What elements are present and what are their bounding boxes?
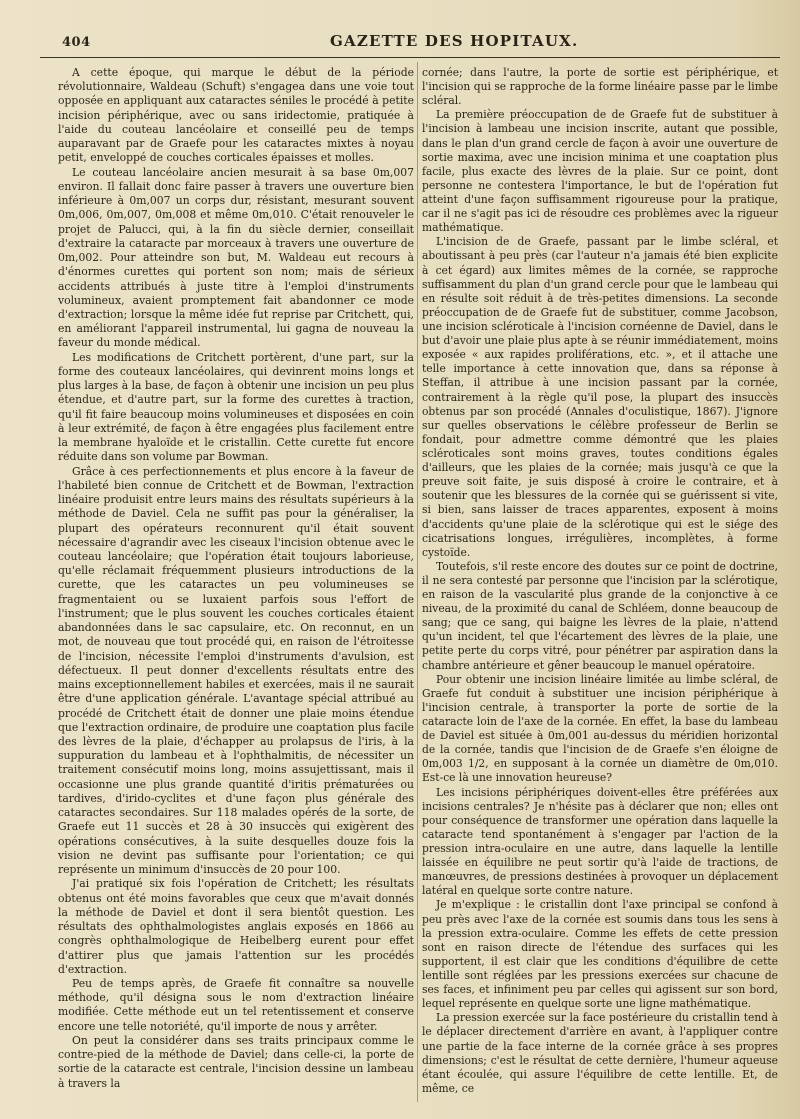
right-column — [422, 66, 778, 1096]
paragraph: Pour obtenir une incision linéaire limitée au limbe scléral, de Graefe fut conduit à substituer une incision périphérique à l'incision centrale, à transporter la porte de sortie de la cataracte loin de l'axe de la cornée. En effet, la base du lambeau de Daviel est située à 0m,001 au-dessus du méridien horizontal de la cornée, tandis que l'incision de de Graefe s'en éloigne de 0m,003 1/2, en supposant à la cornée un diamètre de 0m,010. Est-ce là une innovation heureuse? — [422, 672, 778, 785]
paragraph: Le couteau lancéolaire ancien mesurait à sa base 0m,007 environ. Il fallait donc faire passer à travers une ouverture bien inférieure à 0m,007 un corps dur, résistant, mesurant souvent 0m,006, 0m,007, 0m,008 et même 0m,010. C'était renouveler le projet de Palucci, qui, à la fin du siècle dernier, conseillait d'extraire la cataracte par morceaux à travers une ouverture de 0m,002. Pour atteindre son but, M. Waldeau eut recours à d'énormes curettes qui portent son nom; mais de sérieux accidents attribués à juste titre à l'emploi d'instruments volumineux, avaient promptement fait abandonner ce mode d'extraction; lorsque la même idée fut reprise par Critchett, qui, en améliorant l'appareil instrumental, lui gagna de nouveau la faveur du monde médical. — [58, 165, 414, 350]
left-column — [58, 66, 414, 1091]
page-title: GAZETTE DES HOPITAUX. — [330, 32, 579, 50]
paragraph: Toutefois, s'il reste encore des doutes sur ce point de doctrine, il ne sera contesté par personne que l'incision par la sclérotique, en raison de la vascularité plus grande de la conjonctive à ce niveau, de la proximité du canal de Schléem, donne beaucoup de sang; que ce sang, qui baigne les lèvres de la plaie, n'attend qu'un incident, tel que l'écartement des lèvres de la plaie, une petite perte du corps vitré, pour pénétrer par aspiration dans la chambre antérieure et gêner beaucoup le manuel opératoire. — [422, 559, 778, 672]
column-divider — [417, 62, 418, 1102]
paragraph: cornée; dans l'autre, la porte de sortie est périphérique, et l'incision qui se rapproche de la forme linéaire passe par le limbe scléral. — [422, 66, 778, 108]
paragraph: Grâce à ces perfectionnements et plus encore à la faveur de l'habileté bien connue de Critchett et de Bowman, l'extraction linéaire produisit entre leurs mains des résultats supérieurs à la méthode de Daviel. Cela ne suffit pas pour la généraliser, la plupart des opérateurs reconnurent qu'il était souvent nécessaire d'agrandir avec les ciseaux l'incision obtenue avec le couteau lancéolaire; que l'opération était toujours laborieuse, qu'elle réclamait fréquemment plusieurs introductions de la curette, que les cataractes un peu volumineuses se fragmentaient ou se luxaient parfois sous l'effort de l'instrument; que le plus souvent les couches corticales étaient abandonnées dans le sac capsulaire, etc. On reconnut, en un mot, de nouveau que tout procédé qui, en raison de l'étroitesse de l'incision, nécessite l'emploi d'instruments d'avulsion, est défectueux. Il peut donner d'excellents résultats entre des mains exceptionnellement habiles et exercées, mais il ne saurait être d'une application générale. L'avantage spécial attribué au procédé de Critchett était de donner une plaie moins étendue que l'extraction ordinaire, de produire une coaptation plus facile des lèvres de la plaie, d'échapper au prolapsus de l'iris, à la suppuration du lambeau et à l'ophthalmitis, de nécessiter un traitement consécutif moins long, moins assujettissant, mais il occasionne une plus grande quantité d'iritis prématurées ou tardives, d'irido-cyclites et d'une façon plus générale des cataractes secondaires. Sur 118 malades opérés de la sorte, de Graefe eut 11 succès et 28 à 30 insuccès qui exigèrent des opérations consécutives, à la suite desquelles douze fois la vision ne devint pas suffisante pour l'orientation; ce qui représente un minimum d'insuccès de 20 pour 100. — [58, 464, 414, 877]
paragraph: On peut la considérer dans ses traits principaux comme le contre-pied de la méthode de Daviel; dans celle-ci, la porte de sortie de la cataracte est centrale, l'incision dessine un lambeau à travers la — [58, 1033, 414, 1090]
paragraph: La pression exercée sur la face postérieure du cristallin tend à le déplacer directement d'arrière en avant, à l'appliquer contre une partie de la face interne de la cornée grâce à ses propres dimensions; c'est le résultat de cette dernière, l'humeur aqueuse étant écoulée, qui assure l'équilibre de cette lentille. Et, de même, ce — [422, 1011, 778, 1095]
paragraph: A cette époque, qui marque le début de la période révolutionnaire, Waldeau (Schuft) s'engagea dans une voie tout opposée en appliquant aux cataractes séniles le procédé à petite incision périphérique, avec ou sans iridectomie, pratiquée à l'aide du couteau lancéolaire et conseillé peu de temps auparavant par de Graefe pour les cataractes mixtes à noyau petit, enveloppé de couches corticales épaisses et molles. — [58, 66, 414, 165]
paragraph: Peu de temps après, de Graefe fit connaître sa nouvelle méthode, qu'il désigna sous le nom d'extraction linéaire modifiée. Cette méthode eut un tel retentissement et conserve encore une telle notoriété, qu'il importe de nous y arrêter. — [58, 977, 414, 1033]
page-header — [40, 18, 780, 58]
paragraph: La première préoccupation de de Graefe fut de substituer à l'incision à lambeau une incision inscrite, autant que possible, dans le plan d'un grand cercle de façon à avoir une ouverture de sortie maxima, avec une incision minima et une coaptation plus facile, plus exacte des lèvres de la plaie. Sur ce point, dont personne ne contestera l'importance, le but de l'opération fut atteint d'une façon suffisamment rigoureuse pour la pratique, car il ne s'agit pas ici de résoudre ces problèmes avec la rigueur mathématique. — [422, 108, 778, 235]
paragraph: Les modifications de Critchett portèrent, d'une part, sur la forme des couteaux lancéolaires, qui devinrent moins longs et plus larges à la base, de façon à obtenir une incision un peu plus étendue, et d'autre part, sur la forme des curettes à traction, qu'il fit faire beaucoup moins volumineuses et disposées en coin à leur extrémité, de façon à être engagées plus facilement entre la membrane hyaloïde et le cristallin. Cette curette fut encore réduite dans son volume par Bowman. — [58, 350, 414, 464]
paragraph: L'incision de de Graefe, passant par le limbe scléral, et aboutissant à peu près (car l'auteur n'a jamais été bien explicite à cet égard) aux limites mêmes de la cornée, se rapproche suffisamment du plan d'un grand cercle pour que le lambeau qui en résulte soit réduit à de très-petites dimensions. La seconde préoccupation de de Graefe fut de substituer, comme Jacobson, une incision scléroticale à l'incision cornéenne de Daviel, dans le but d'avoir une plaie plus apte à se réunir immédiatement, moins exposée « aux rapides proliférations, etc. », et il attache une telle importance à cette innovation que, dans sa réponse à Steffan, il attribue à une incision passant par la cornée, contrairement à la règle qu'il pose, la plupart des insuccès obtenus par son procédé (Annales d'oculistique, 1867). J'ignore sur quelles observations le célèbre professeur de Berlin se fondait, pour admettre comme démontré que les plaies scléroticales sont moins graves, toutes conditions égales d'ailleurs, que les plaies de la cornée; mais jusqu'à ce que la preuve soit faite, je suis disposé à croire le contraire, et à soutenir que les blessures de la cornée qui se guérissent si vite, si bien, sans laisser de traces apparentes, exposent à moins d'accidents qu'une plaie de la sclérotique qui est le siége des cicatrisations longues, irrégulières, incomplètes, à forme cystoïde. — [422, 235, 778, 559]
paragraph: J'ai pratiqué six fois l'opération de Critchett; les résultats obtenus ont été moins favorables que ceux que m'avait donnés la méthode de Daviel et dont il sera bientôt question. Les résultats des ophthalmologistes anglais exposés en 1866 au congrès ophthalmologique de Heibelberg eurent pour effet d'attirer plus que jamais l'attention sur les procédés d'extraction. — [58, 877, 414, 976]
page-number: 404 — [62, 35, 91, 50]
paragraph: Je m'explique : le cristallin dont l'axe principal se confond à peu près avec l'axe de la cornée est soumis dans tous les sens à la pression extra-oculaire. Comme les effets de cette pression sont en raison directe de l'étendue des surfaces qui les supportent, il est clair que les conditions d'équilibre de cette lentille sont réglées par les pressions exercées sur chacune de ses faces, et infiniment peu par celles qui agissent sur son bord, lequel représente en quelque sorte une ligne mathématique. — [422, 898, 778, 1011]
paragraph: Les incisions périphériques doivent-elles être préférées aux incisions centrales? Je n'hésite pas à déclarer que non; elles ont pour conséquence de transformer une opération dans laquelle la cataracte tend spontanément à s'engager par l'action de la pression intra-oculaire en une autre, dans laquelle la lentille laissée en équilibre ne peut sortir qu'à l'aide de tractions, de manœuvres, de pressions destinées à provoquer un déplacement latéral en quelque sorte contre nature. — [422, 785, 778, 898]
